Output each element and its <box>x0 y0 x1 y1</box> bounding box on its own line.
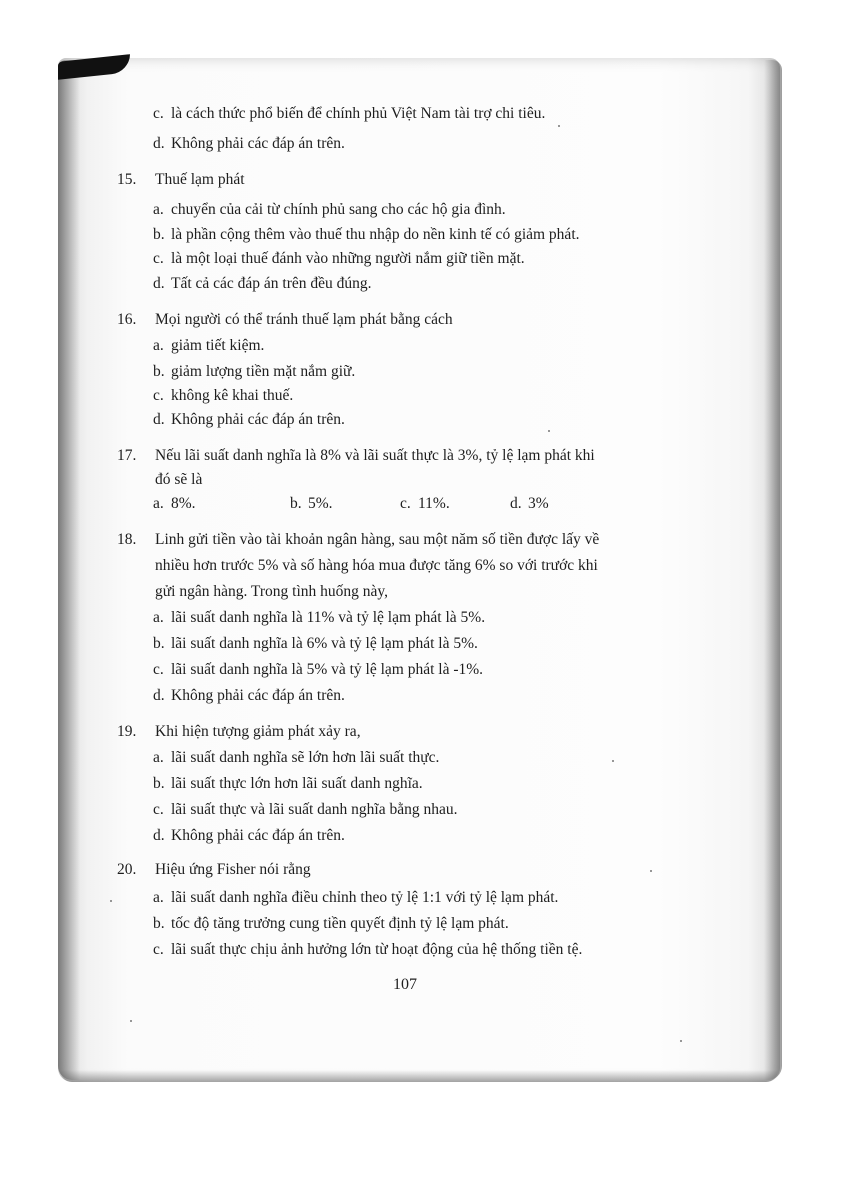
question-19-option-b: b. lãi suất thực lớn hơn lãi suất danh nghĩa. <box>153 775 423 792</box>
question-15-option-a: a. chuyển của cải từ chính phủ sang cho các hộ gia đình. <box>153 201 506 218</box>
question-16-option-d: d. Không phải các đáp án trên. <box>153 411 345 428</box>
question-18-option-c: c. lãi suất danh nghĩa là 5% và tỷ lệ lạm phát là -1%. <box>153 661 484 678</box>
question-19-option-d: d. Không phải các đáp án trên. <box>153 827 345 844</box>
question-19-option-c: c. lãi suất thực và lãi suất danh nghĩa bằng nhau. <box>153 801 458 818</box>
page-number: 107 <box>393 976 417 993</box>
question-20-option-a: a. lãi suất danh nghĩa điều chỉnh theo tỷ lệ 1:1 với tỷ lệ lạm phát. <box>153 889 559 906</box>
question-16-option-c: c. không kê khai thuế. <box>153 387 294 404</box>
question-15-option-c: c. là một loại thuế đánh vào những người nắm giữ tiền mặt. <box>153 250 525 267</box>
question-18-stem-line-1: 18. Linh gửi tiền vào tài khoản ngân hàng, sau một năm số tiền được lấy về <box>117 531 600 548</box>
question-16-option-a: a. giảm tiết kiệm. <box>153 337 265 354</box>
question-18-option-a: a. lãi suất danh nghĩa là 11% và tỷ lệ lạm phát là 5%. <box>153 609 486 626</box>
question-18-option-b: b. lãi suất danh nghĩa là 6% và tỷ lệ lạm phát là 5%. <box>153 635 478 652</box>
question-15-option-d: d. Tất cả các đáp án trên đều đúng. <box>153 275 372 292</box>
intro-option-d: d. Không phải các đáp án trên. <box>153 135 345 152</box>
question-16-stem: 16. Mọi người có thể tránh thuế lạm phát bằng cách <box>117 311 453 328</box>
question-20-stem: 20. Hiệu ứng Fisher nói rằng <box>117 861 311 878</box>
question-20-option-b: b. tốc độ tăng trưởng cung tiền quyết định tỷ lệ lạm phát. <box>153 915 509 932</box>
question-17-option-a: a. 8%. <box>153 495 196 512</box>
question-20-option-c: c. lãi suất thực chịu ảnh hưởng lớn từ hoạt động của hệ thống tiền tệ. <box>153 941 583 958</box>
question-17-stem-line-1: 17. Nếu lãi suất danh nghĩa là 8% và lãi suất thực là 3%, tỷ lệ lạm phát khi <box>117 447 595 464</box>
question-17-option-d: d. 3% <box>510 495 549 512</box>
question-19-option-a: a. lãi suất danh nghĩa sẽ lớn hơn lãi suất thực. <box>153 749 440 766</box>
question-19-stem: 19. Khi hiện tượng giảm phát xảy ra, <box>117 723 361 740</box>
question-17-option-b: b. 5%. <box>290 495 333 512</box>
question-16-option-b: b. giảm lượng tiền mặt nắm giữ. <box>153 363 356 380</box>
question-15-stem: 15. Thuế lạm phát <box>117 171 245 188</box>
question-18-stem-line-2: nhiều hơn trước 5% và số hàng hóa mua được tăng 6% so với trước khi <box>155 557 598 574</box>
question-18-option-d: d. Không phải các đáp án trên. <box>153 687 345 704</box>
question-15-option-b: b. là phần cộng thêm vào thuế thu nhập do nền kinh tế có giảm phát. <box>153 226 580 243</box>
question-18-stem-line-3: gửi ngân hàng. Trong tình huống này, <box>155 583 389 600</box>
question-17-stem-line-2: đó sẽ là <box>155 471 203 488</box>
intro-option-c: c. là cách thức phổ biến để chính phủ Việt Nam tài trợ chi tiêu. <box>153 105 546 122</box>
question-17-option-c: c. 11%. <box>400 495 450 512</box>
